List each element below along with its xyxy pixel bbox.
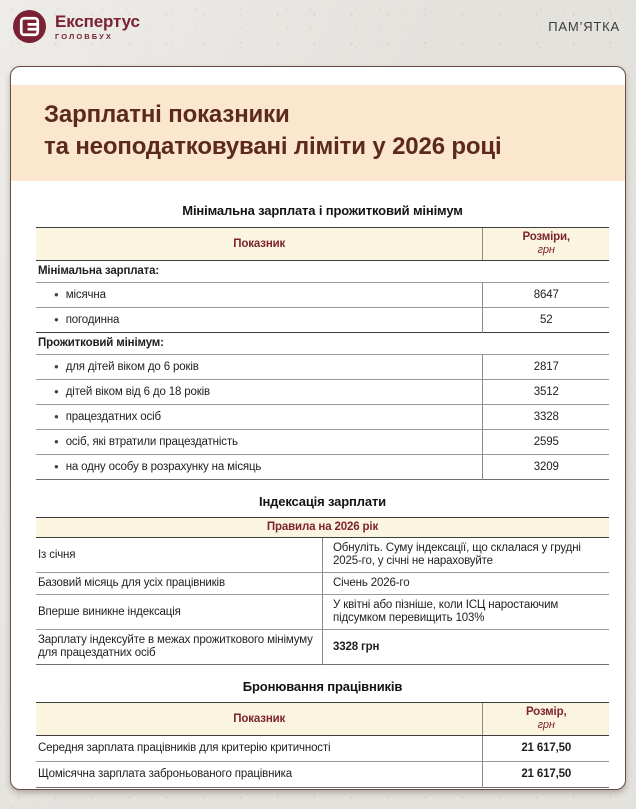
top-bar	[0, 0, 636, 66]
row-value: 2817	[483, 355, 609, 380]
row-value: 52	[483, 308, 609, 333]
table-row	[36, 380, 609, 405]
group-label: Прожитковий мінімум:	[36, 333, 609, 355]
table-row	[36, 455, 609, 480]
column-header-size-line1: Розміри,	[522, 231, 570, 243]
row-value: 21 617,50	[483, 762, 609, 788]
bullet-icon: ●	[54, 387, 59, 396]
page-title	[44, 99, 605, 163]
row-label: Вперше виникне індексація	[36, 595, 323, 630]
row-label: Щомісячна зарплата заброньованого працівника	[36, 762, 483, 788]
row-value: Обнуліть. Суму індексації, що склалася у грудні 2025-го, у січні не нараховуйте	[323, 538, 610, 573]
row-label: для дітей віком до 6 років	[65, 361, 199, 373]
bullet-icon: ●	[54, 437, 59, 446]
row-label: погодинна	[65, 314, 120, 326]
row-label: Середня зарплата працівників для критерію критичності	[38, 742, 331, 754]
brand-subtitle: ГОЛОВБУХ	[55, 31, 113, 41]
section3-heading: Бронювання працівників	[242, 679, 403, 694]
row-label: осіб, які втратили працездатність	[65, 436, 238, 448]
row-value: Січень 2026-го	[323, 573, 610, 595]
title-band	[11, 85, 625, 181]
table-header-row	[36, 703, 609, 736]
minimum-wage-table	[36, 227, 609, 480]
memo-badge: ПАМ’ЯТКА	[548, 19, 620, 34]
table-header-row	[36, 518, 609, 538]
column-header-size	[483, 703, 609, 736]
row-label: місячна	[65, 289, 106, 301]
row-value: 8647	[483, 283, 609, 308]
table-row	[36, 595, 609, 630]
row-value: 3209	[483, 455, 609, 480]
column-header-size-unit: грн	[537, 244, 555, 256]
table-row	[36, 573, 609, 595]
reservation-table	[36, 702, 609, 788]
row-value: У квітні або пізніше, коли ІСЦ наростаючим підсумком перевищить 103%	[323, 595, 610, 630]
brand	[13, 10, 140, 43]
row-label: дітей віком від 6 до 18 років	[65, 386, 211, 398]
row-label: на одну особу в розрахунку на місяць	[65, 461, 262, 473]
table-row	[36, 736, 609, 762]
row-value: 3328 грн	[323, 630, 610, 665]
table-row	[36, 538, 609, 573]
section2-heading: Індексація зарплати	[258, 494, 386, 509]
page-title-line1: Зарплатні показники	[44, 101, 290, 128]
indexation-table	[36, 517, 609, 665]
rules-header: Правила на 2026 рік	[36, 518, 609, 538]
group-row-min-salary	[36, 261, 609, 283]
row-value: 21 617,50	[483, 736, 609, 762]
page-title-line2: та неоподатковувані ліміти у 2026 році	[44, 133, 502, 160]
row-label: Зарплату індексуйте в межах прожиткового мінімуму для працездатних осіб	[36, 630, 323, 665]
bullet-icon: ●	[54, 315, 59, 324]
table-row	[36, 308, 609, 333]
bullet-icon: ●	[54, 290, 59, 299]
bullet-icon: ●	[54, 362, 59, 371]
column-header-size-unit: грн	[537, 719, 555, 731]
content	[11, 203, 625, 788]
group-row-living-min	[36, 333, 609, 355]
brand-text	[55, 13, 140, 41]
table-row	[36, 283, 609, 308]
row-label: Із січня	[38, 548, 76, 561]
bullet-icon: ●	[54, 462, 59, 471]
brand-name: Експертус	[55, 11, 140, 31]
row-label: Базовий місяць для усіх працівників	[36, 573, 323, 595]
table-row	[36, 430, 609, 455]
group-label: Мінімальна зарплата:	[38, 265, 160, 277]
table-row	[36, 762, 609, 788]
row-label: працездатних осіб	[65, 411, 161, 423]
row-value: 3512	[483, 380, 609, 405]
column-header-size	[483, 228, 609, 261]
table-row	[36, 355, 609, 380]
bullet-icon: ●	[54, 412, 59, 421]
section1-heading: Мінімальна зарплата і прожитковий мінімум	[182, 203, 463, 218]
table-row	[36, 405, 609, 430]
row-value: 2595	[483, 430, 609, 455]
column-header-indicator: Показник	[36, 703, 483, 736]
column-header-indicator: Показник	[36, 228, 483, 261]
row-value: 3328	[483, 405, 609, 430]
table-header-row	[36, 228, 609, 261]
table-row	[36, 630, 609, 665]
document-card	[10, 66, 626, 790]
brand-logo-icon	[13, 10, 46, 43]
column-header-size-line1: Розмір,	[525, 706, 567, 718]
